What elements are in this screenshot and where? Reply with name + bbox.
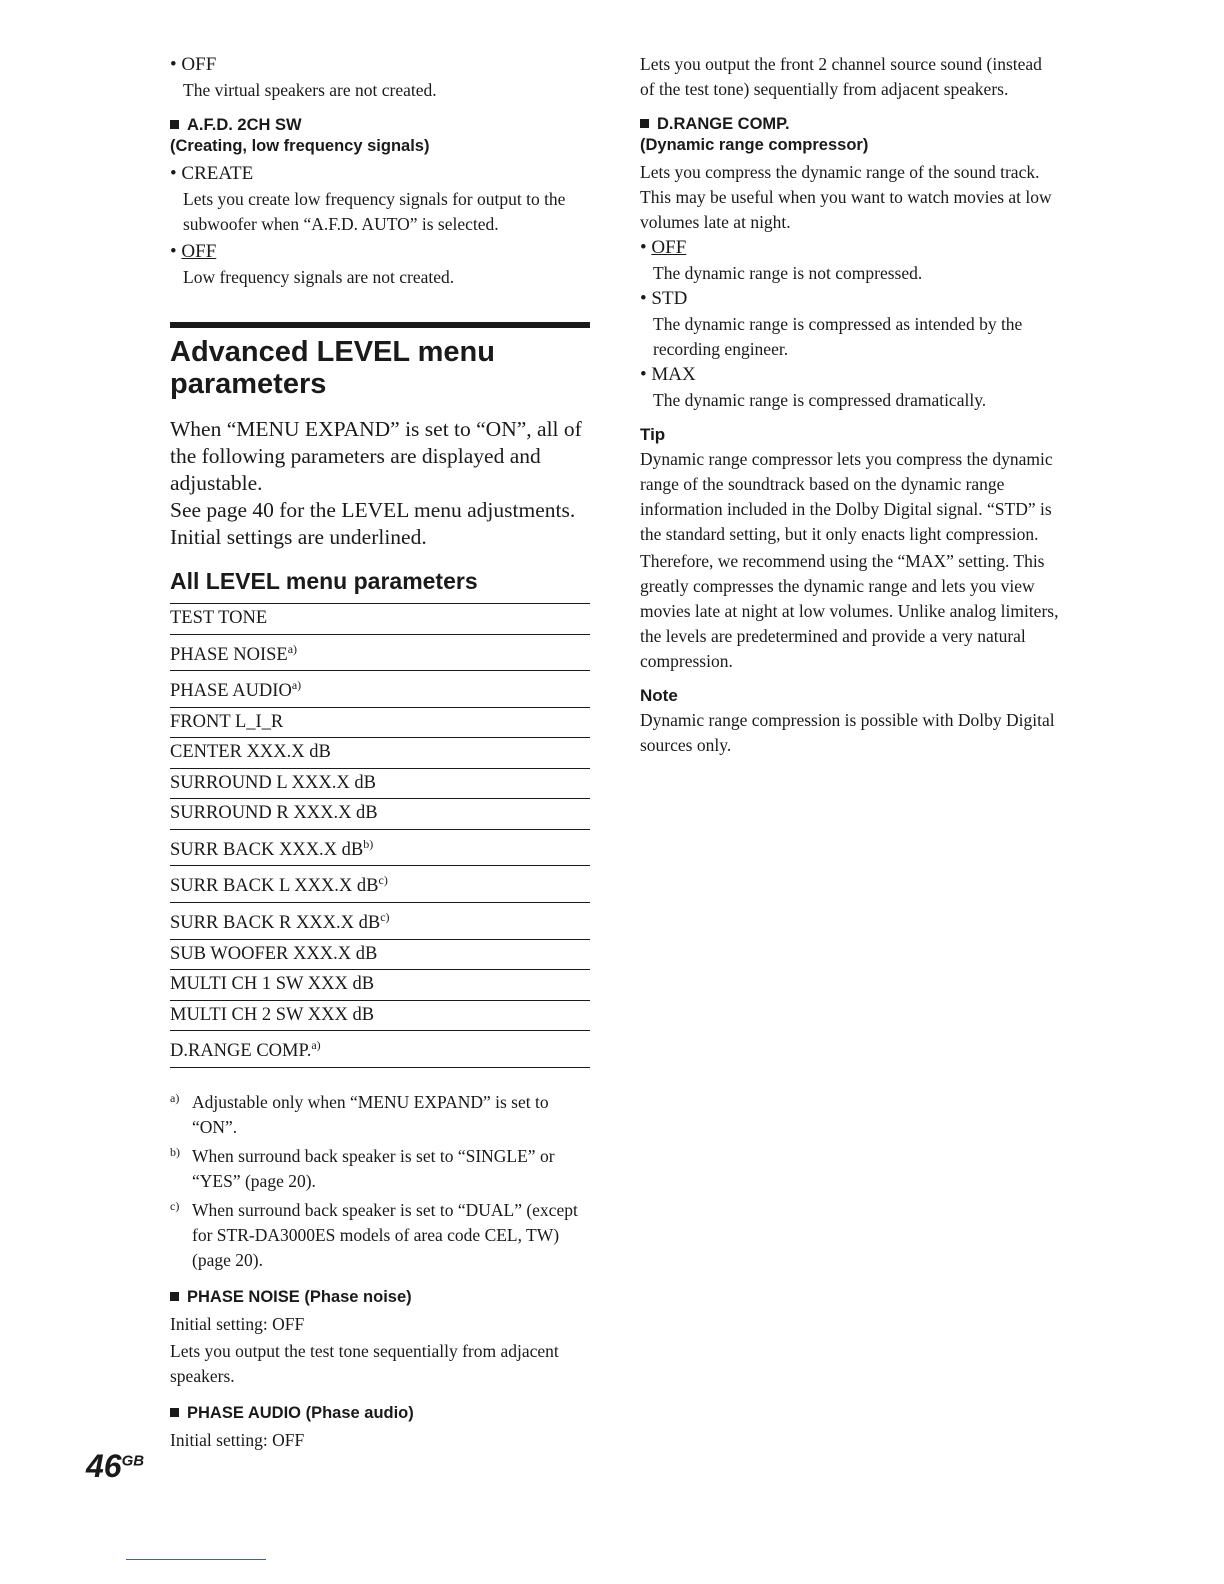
param-footnote-mark: a): [311, 1038, 321, 1053]
drange-std-label: STD: [651, 288, 688, 309]
table-row: [170, 634, 590, 671]
param-cell: [170, 903, 590, 940]
phase-audio-description: Lets you output the front 2 channel source sound (instead of the test tone) sequentially from adjacent speakers.: [640, 54, 1042, 99]
phase-noise-description: Lets you output the test tone sequentially from adjacent speakers.: [170, 1340, 559, 1386]
intro-text-2: See page 40 for the LEVEL menu adjustments.: [170, 498, 576, 522]
param-cell: [170, 1031, 590, 1068]
footer-rule: [126, 1559, 266, 1560]
table-row: [170, 604, 590, 635]
note-heading: Note: [640, 686, 678, 705]
create-description: Lets you create low frequency signals for output to the subwoofer when “A.F.D. AUTO” is selected.: [183, 189, 566, 234]
footnote-mark: c): [170, 1198, 180, 1213]
phase-noise-heading: [170, 1287, 590, 1308]
square-bullet-icon: [170, 120, 179, 129]
left-column: [170, 52, 590, 1453]
drange-off-description: The dynamic range is not compressed.: [653, 263, 923, 283]
param-footnote-mark: b): [363, 836, 374, 851]
off2-description: Low frequency signals are not created.: [183, 267, 455, 287]
footnotes: [170, 1090, 590, 1273]
param-text: SURR BACK XXX.X dB: [170, 839, 364, 860]
drange-description: Lets you compress the dynamic range of the sound track. This may be useful when you want to watch movies at low volumes late at night.: [640, 162, 1052, 232]
section-title-line-2: parameters: [170, 368, 327, 400]
param-cell: [170, 634, 590, 671]
parameters-table: [170, 603, 590, 1068]
param-cell: [170, 604, 590, 635]
square-bullet-icon: [640, 119, 649, 128]
param-text: SURR BACK L XXX.X dB: [170, 876, 379, 897]
param-cell: [170, 768, 590, 799]
footnote-text: Adjustable only when “MENU EXPAND” is set to “ON”.: [192, 1091, 549, 1137]
intro-text-1: When “MENU EXPAND” is set to “ON”, all of the following parameters are displayed and adjustable.: [170, 417, 582, 495]
off-description: The virtual speakers are not created.: [183, 80, 437, 100]
param-footnote-mark: c): [380, 910, 390, 925]
section-divider: [170, 322, 590, 328]
off-label: OFF: [181, 54, 217, 75]
table-row: [170, 939, 590, 970]
drange-off-label: OFF: [651, 237, 687, 258]
param-cell: [170, 866, 590, 903]
table-row: [170, 970, 590, 1001]
footnote: [170, 1198, 590, 1273]
param-cell: [170, 707, 590, 738]
param-cell: [170, 799, 590, 830]
tip-paragraph-2: Therefore, we recommend using the “MAX” setting. This greatly compresses the dynamic range and lets you view movies late at night at low volumes. Unlike analog limiters, the levels are predetermined and provide a very natural compression.: [640, 551, 1059, 671]
page-number-suffix: GB: [121, 1452, 145, 1470]
section-title: [170, 336, 590, 400]
square-bullet-icon: [170, 1292, 179, 1301]
phase-audio-title: PHASE AUDIO (Phase audio): [187, 1403, 414, 1422]
param-cell: [170, 1000, 590, 1031]
afd-subtitle: (Creating, low frequency signals): [170, 137, 430, 155]
param-footnote-mark: c): [378, 873, 388, 888]
param-text: FRONT L_I_R: [170, 711, 284, 732]
table-row: [170, 738, 590, 769]
table-row: [170, 1031, 590, 1068]
param-cell: [170, 671, 590, 708]
afd-heading: [170, 115, 590, 136]
create-option: • CREATE: [170, 163, 254, 184]
param-text: MULTI CH 2 SW XXX dB: [170, 1004, 375, 1025]
note-paragraph: Dynamic range compression is possible with Dolby Digital sources only.: [640, 710, 1055, 755]
footnote-mark: b): [170, 1144, 180, 1159]
page-number: [86, 1448, 144, 1485]
table-row: [170, 829, 590, 866]
drange-std-description: The dynamic range is compressed as intended by the recording engineer.: [653, 314, 1023, 359]
drange-off-option: • OFF: [640, 237, 687, 258]
param-text: D.RANGE COMP.: [170, 1041, 312, 1062]
param-text: TEST TONE: [170, 608, 268, 628]
param-text: PHASE NOISE: [170, 644, 288, 665]
off-option: • OFF: [170, 54, 217, 75]
drange-max-label: MAX: [651, 364, 696, 385]
page-number-value: 46: [86, 1448, 122, 1484]
right-column: [640, 52, 1060, 758]
table-row: [170, 1000, 590, 1031]
drange-max-description: The dynamic range is compressed dramatically.: [653, 390, 987, 410]
drange-title: D.RANGE COMP.: [657, 115, 790, 133]
afd-title: A.F.D. 2CH SW: [187, 116, 302, 134]
drange-heading: [640, 114, 1060, 135]
param-footnote-mark: a): [291, 678, 302, 693]
tip-heading: Tip: [640, 425, 666, 444]
section-title-line-1: Advanced LEVEL menu: [170, 336, 495, 368]
param-text: CENTER XXX.X dB: [170, 742, 331, 763]
off2-label: OFF: [181, 241, 217, 262]
square-bullet-icon: [170, 1408, 179, 1417]
param-text: MULTI CH 1 SW XXX dB: [170, 974, 375, 995]
table-row: [170, 799, 590, 830]
phase-audio-heading: [170, 1403, 590, 1424]
intro: [170, 416, 590, 551]
param-text: SURROUND R XXX.X dB: [170, 803, 378, 824]
table-row: [170, 671, 590, 708]
param-text: SURR BACK R XXX.X dB: [170, 913, 381, 934]
table-row: [170, 707, 590, 738]
footnote-text: When surround back speaker is set to “DUAL” (except for STR-DA3000ES models of area code CEL, TW) (page 20).: [192, 1199, 578, 1270]
param-cell: [170, 829, 590, 866]
drange-std-option: • STD: [640, 288, 688, 309]
footnote: [170, 1090, 590, 1140]
table-title: All LEVEL menu parameters: [170, 568, 478, 594]
table-row: [170, 768, 590, 799]
param-footnote-mark: a): [287, 641, 298, 656]
footnote-text: When surround back speaker is set to “SINGLE” or “YES” (page 20).: [192, 1145, 555, 1191]
drange-max-option: • MAX: [640, 364, 696, 385]
phase-noise-title: PHASE NOISE (Phase noise): [187, 1287, 412, 1306]
param-text: PHASE AUDIO: [170, 681, 292, 702]
param-text: SUB WOOFER XXX.X dB: [170, 943, 378, 964]
drange-subtitle: (Dynamic range compressor): [640, 136, 869, 154]
param-cell: [170, 939, 590, 970]
phase-noise-initial: Initial setting: OFF: [170, 1313, 305, 1334]
param-cell: [170, 970, 590, 1001]
create-label: CREATE: [181, 163, 254, 184]
param-text: SURROUND L XXX.X dB: [170, 772, 376, 793]
param-cell: [170, 738, 590, 769]
off2-option: • OFF: [170, 241, 217, 262]
footnote: [170, 1144, 590, 1194]
table-row: [170, 866, 590, 903]
table-row: [170, 903, 590, 940]
footnote-mark: a): [170, 1090, 180, 1105]
tip-paragraph-1: Dynamic range compressor lets you compress the dynamic range of the soundtrack based on the dynamic range information included in the Dolby Digital signal. “STD” is the standard setting, but it only enacts light compression.: [640, 449, 1053, 544]
phase-audio-initial: Initial setting: OFF: [170, 1429, 305, 1450]
intro-text-3: Initial settings are underlined.: [170, 525, 427, 549]
